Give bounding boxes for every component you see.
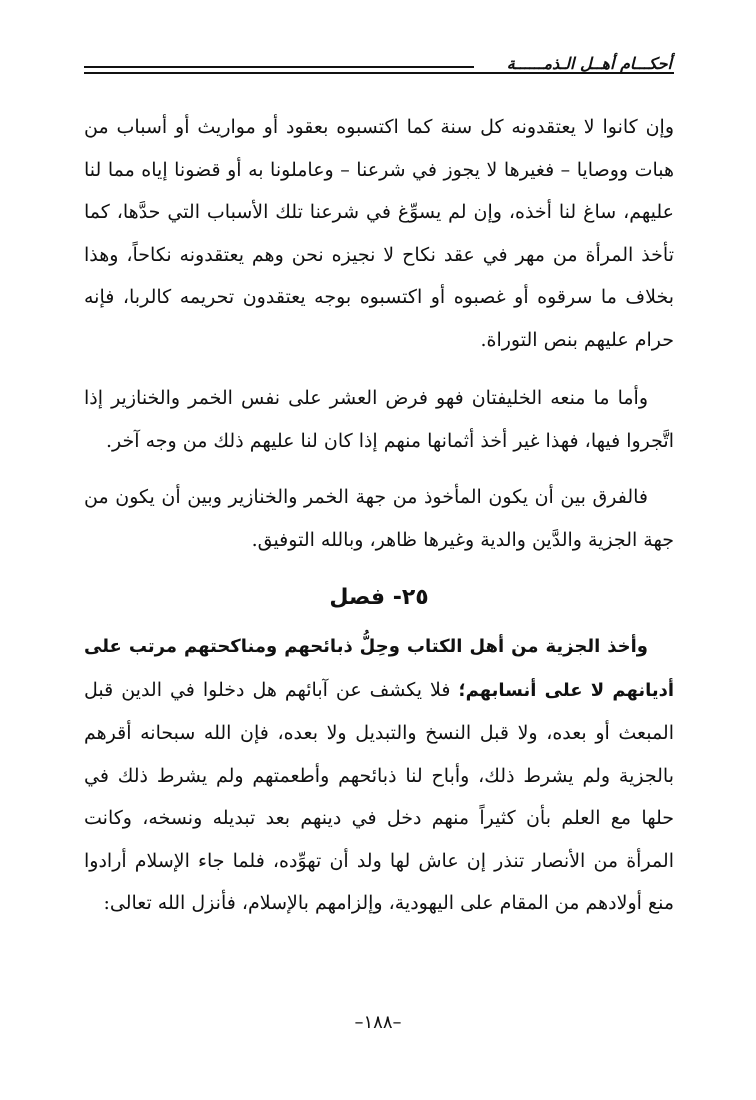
paragraph-2: وأما ما منعه الخليفتان فهو فرض العشر على نفس الخمر والخنازير إذا اتَّجروا فيها، فهذا غير أخذ أثمانها منهم إذا كان لنا عليهم ذلك من وجه آخر. <box>84 387 674 452</box>
paragraph-4 <box>84 625 674 925</box>
paragraph-4-lead: وأخذ الجزية من أهل الكتاب وحِلُّ ذبائحهم ومناكحتهم مرتب على أديانهم لا على أنسابهم؛ <box>84 636 675 701</box>
page-number: –١٨٨– <box>354 1012 402 1033</box>
header-rule-thin <box>84 66 474 68</box>
paragraph-3: فالفرق بين أن يكون المأخوذ من جهة الخمر والخنازير وبين أن يكون من جهة الجزية والدَّين والدية وغيرها ظاهر، وبالله التوفيق. <box>84 486 674 551</box>
section-heading: ٢٥- فصل <box>329 585 429 610</box>
running-header-title: أحكـــام أهــل الـذمــــــة <box>506 54 672 73</box>
paragraph-1: وإن كانوا لا يعتقدونه كل سنة كما اكتسبوه بعقود أو مواريث أو أسباب من هبات ووصايا – فغيرها لا يجوز في شرعنا – وعاملونا به أو قضونا إياه مما لنا عليهم، ساغ لنا أخذه، وإن لم يسوِّغ في شرعنا تلك الأسباب التي حدَّها، كما تأخذ المرأة من مهر في عقد نكاح لا نجيزه نحن وهم يعتقدونه نكاحاً، وهذا بخلاف ما سرقوه أو غصبوه أو اكتسبوه بوجه يعتقدون تحريمه كالربا، فإنه حرام عليهم بنص التوراة. <box>84 116 674 351</box>
paragraph-4-text: فلا يكشف عن آبائهم هل دخلوا في الدين قبل المبعث أو بعده، ولا قبل النسخ والتبديل ولا بعده، فإن الله سبحانه أقرهم بالجزية ولم يشرط ذلك، وأباح لنا ذبائحهم وأطعمتهم ولم يشرط ذلك في حلها مع العلم بأن كثيراً منهم دخل في دينهم بعد تبديله ونسخه، وكانت المرأة من الأنصار تنذر إن عاش لها ولد أن تهوِّده، فلما جاء الإسلام أرادوا منع أولادهم من المقام على اليهودية، وإلزامهم بالإسلام، فأنزل الله تعالى: <box>84 678 674 914</box>
page-body <box>84 106 674 925</box>
header-rule-full <box>84 72 674 74</box>
